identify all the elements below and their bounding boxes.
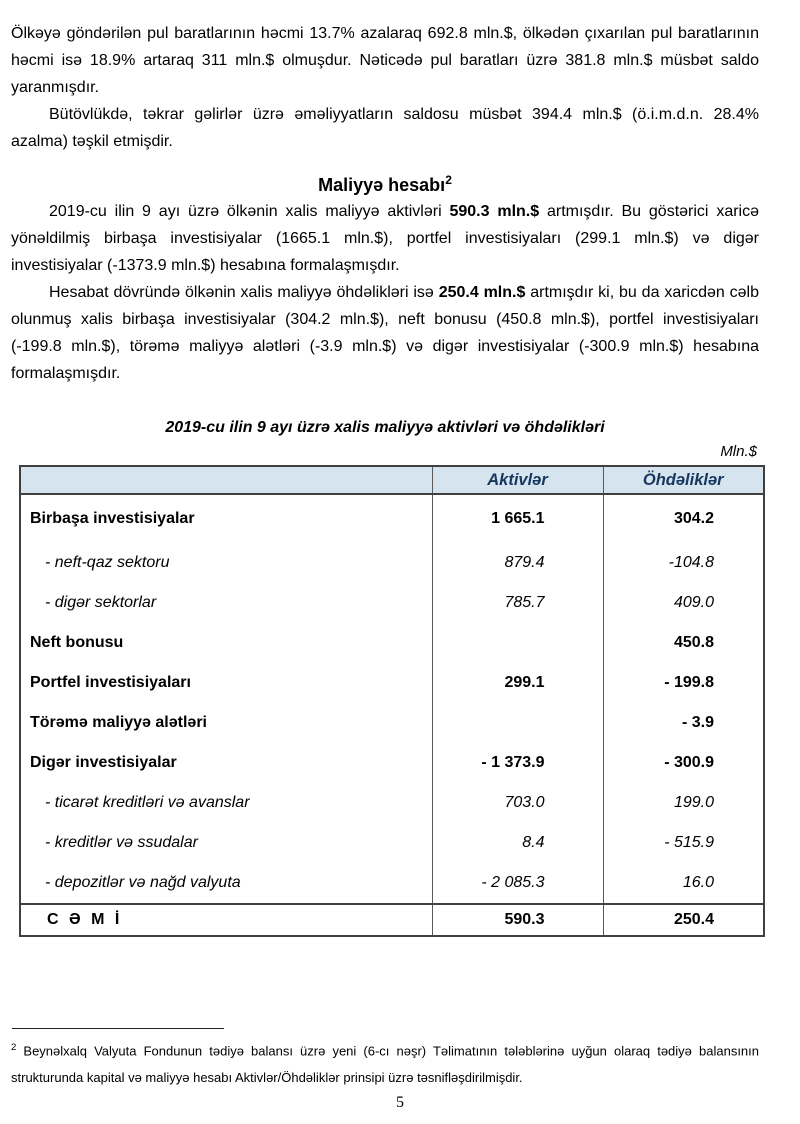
table-row [20,863,764,904]
page-content [11,20,759,937]
text-segment: Bütövlükdə, təkrar gəlirlər üzrə əməliyyatların saldosu müsbət 394.4 mln.$ (ö.i.m.d.n. 28.4% azalma) təşkil etmişdir. [11,106,759,150]
table-row [20,543,764,583]
assets-value: - 1 373.9 [432,743,603,783]
emphasis-value: 250.4 mln.$ [438,284,526,301]
page-number: 5 [396,1094,404,1111]
header-liabilities: Öhdəliklər [603,466,764,494]
paragraph-net-liabilities [11,279,759,387]
text-segment: Ölkəyə göndərilən pul baratlarının həcmi 13.7% azalaraq 692.8 mln.$, ölkədən çıxarılan pul baratlarının həcmi isə 18.9% artaraq 311 mln.$ olmuşdur. Nəticədə pul baratları üzrə 381.8 mln.$ müsbət saldo yaranmışdır. [11,25,759,96]
row-label: Neft bonusu [30,634,124,651]
footnote-separator [12,1028,224,1029]
paragraph-net-assets [11,198,759,279]
table-title: 2019-cu ilin 9 ayı üzrə xalis maliyyə aktivləri və öhdəlikləri [165,419,605,436]
liabilities-value: 450.8 [603,623,764,663]
text-segment: Hesabat dövründə ölkənin xalis maliyyə öhdəlikləri isə [49,284,439,301]
table-row [20,494,764,543]
table-total-row [20,904,764,936]
liabilities-value: 304.2 [603,494,764,543]
footnote-marker: 2 [11,1042,17,1053]
paragraph-secondary-income [11,101,759,155]
assets-value: 1 665.1 [432,494,603,543]
table-row [20,743,764,783]
section-heading [11,167,759,198]
header-assets: Aktivlər [432,466,603,494]
liabilities-value: -104.8 [603,543,764,583]
row-label: - depozitlər və nağd valyuta [45,874,241,891]
liabilities-value: 16.0 [603,863,764,904]
table-row [20,823,764,863]
assets-value: 299.1 [432,663,603,703]
table-row [20,663,764,703]
liabilities-value: - 199.8 [603,663,764,703]
row-label: - neft-qaz sektoru [45,554,170,571]
assets-value [432,703,603,743]
row-label: Birbaşa investisiyalar [30,510,195,527]
text-segment: artmışdır ki, bu da xaricdən cəlb olunmuş xalis birbaşa investisiyalar (304.2 mln.$), neft bonusu (450.8 mln.$), portfel investisiyaları (-199.8 mln.$), törəmə maliyyə alətləri (-3.9 mln.$) və digər investisiyalar (-300.9 mln.$) hesabına formalaşmışdır. [11,284,759,382]
footnote-text: Beynəlxalq Valyuta Fondunun tədiyə balansı üzrə yeni (6-cı nəşr) Təlimatının tələblərinə uyğun olaraq tədiyə balansının strukturunda kapital və maliyyə hesabı Aktivlər/Öhdəliklər prinsipi üzrə təsnifləşdirilmişdir. [11,1043,759,1086]
assets-value: 8.4 [432,823,603,863]
header-empty-cell [20,466,432,494]
liabilities-value: 250.4 [603,904,764,936]
unit-label: Mln.$ [720,443,757,460]
assets-value: 703.0 [432,783,603,823]
emphasis-value: 590.3 mln.$ [449,203,540,220]
text-segment: artmışdır. Bu göstərici xaricə yönəldilmiş birbaşa investisiyalar (1665.1 mln.$), portfel investisiyaları (299.1 mln.$) və digər investisiyalar (-1373.9 mln.$) hesabına formalaşmışdır. [11,203,759,274]
financial-table [19,465,765,937]
table-row [20,703,764,743]
liabilities-value: - 515.9 [603,823,764,863]
row-label: Digər investisiyalar [30,754,177,771]
assets-value: - 2 085.3 [432,863,603,904]
paragraph-remittances [11,20,759,101]
liabilities-value: 409.0 [603,583,764,623]
row-label: C Ə M İ [20,904,432,936]
assets-value: 785.7 [432,583,603,623]
liabilities-value: - 3.9 [603,703,764,743]
row-label: Törəmə maliyyə alətləri [30,714,207,731]
assets-value: 590.3 [432,904,603,936]
assets-value [432,623,603,663]
row-label: - kreditlər və ssudalar [45,834,198,851]
text-segment: 2019-cu ilin 9 ayı üzrə ölkənin xalis maliyyə aktivləri [49,203,450,220]
liabilities-value: 199.0 [603,783,764,823]
row-label: - digər sektorlar [45,594,157,611]
assets-value: 879.4 [432,543,603,583]
liabilities-value: - 300.9 [603,743,764,783]
section-heading-footnote-ref: 2 [445,173,452,187]
row-label: Portfel investisiyaları [30,674,191,691]
section-heading-text: Maliyyə hesabı [318,175,446,195]
footnote [11,1034,759,1091]
table-header-row [20,466,764,494]
table-row [20,623,764,663]
table-row [20,583,764,623]
table-row [20,783,764,823]
row-label: - ticarət kreditləri və avanslar [45,794,250,811]
